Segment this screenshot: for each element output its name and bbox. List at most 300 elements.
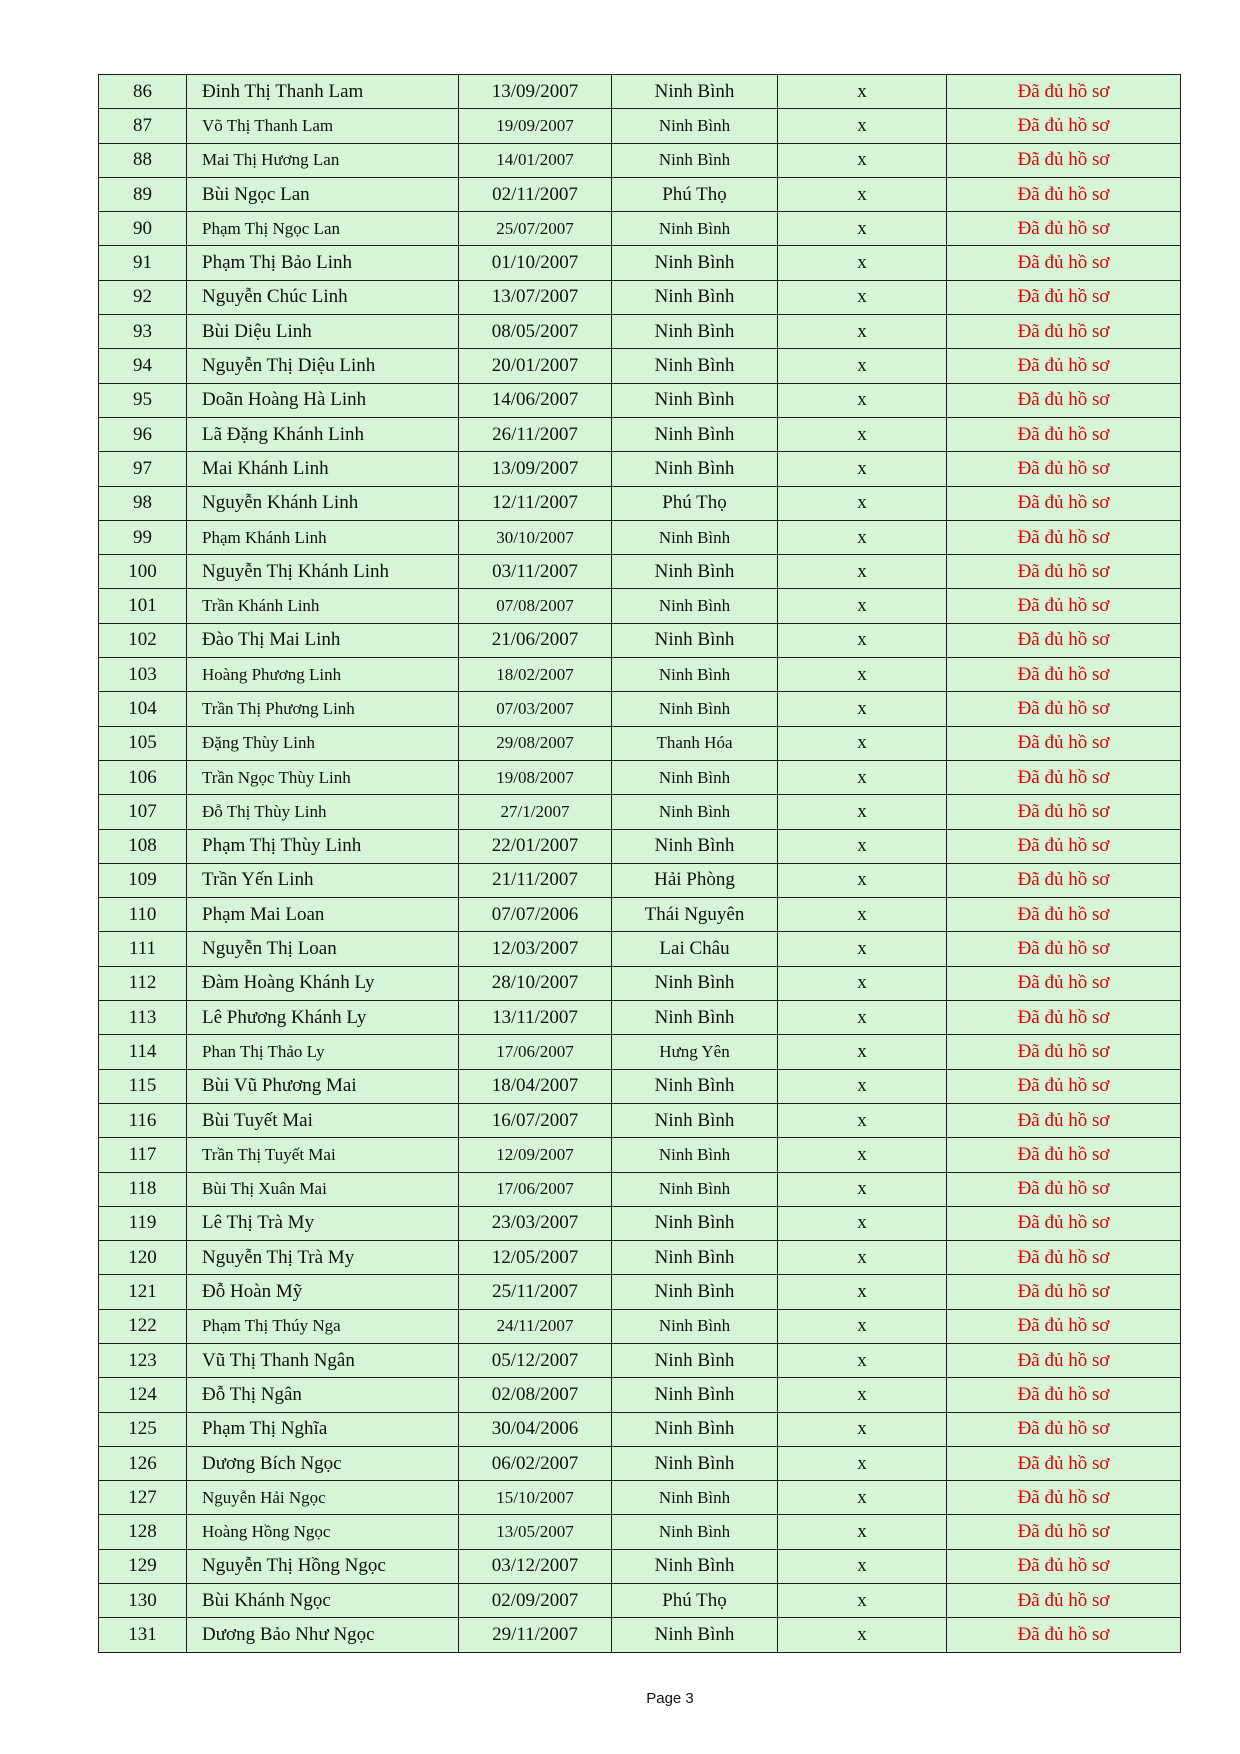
full-name-cell: Phạm Mai Loan [187,898,459,932]
check-mark-cell: x [778,280,947,314]
table-row [99,1618,1181,1652]
check-mark-cell: x [778,520,947,554]
date-of-birth-cell: 13/05/2007 [459,1515,612,1549]
full-name-cell: Nguyễn Khánh Linh [187,486,459,520]
row-number-cell: 89 [99,177,187,211]
birthplace-cell: Ninh Bình [612,1069,778,1103]
table-row [99,932,1181,966]
birthplace-cell: Ninh Bình [612,1103,778,1137]
birthplace-cell: Ninh Bình [612,589,778,623]
birthplace-cell: Ninh Bình [612,1515,778,1549]
status-cell: Đã đủ hồ sơ [947,349,1181,383]
check-mark-cell: x [778,1172,947,1206]
table-row [99,726,1181,760]
full-name-cell: Bùi Thị Xuân Mai [187,1172,459,1206]
status-cell: Đã đủ hồ sơ [947,75,1181,109]
row-number-cell: 130 [99,1584,187,1618]
birthplace-cell: Ninh Bình [612,966,778,1000]
birthplace-cell: Ninh Bình [612,520,778,554]
table-row [99,1446,1181,1480]
full-name-cell: Phạm Thị Thúy Nga [187,1309,459,1343]
full-name-cell: Mai Khánh Linh [187,452,459,486]
date-of-birth-cell: 01/10/2007 [459,246,612,280]
date-of-birth-cell: 19/09/2007 [459,109,612,143]
birthplace-cell: Ninh Bình [612,143,778,177]
check-mark-cell: x [778,1481,947,1515]
full-name-cell: Trần Thị Tuyết Mai [187,1138,459,1172]
status-cell: Đã đủ hồ sơ [947,1103,1181,1137]
row-number-cell: 113 [99,1001,187,1035]
date-of-birth-cell: 30/10/2007 [459,520,612,554]
row-number-cell: 105 [99,726,187,760]
full-name-cell: Phạm Thị Nghĩa [187,1412,459,1446]
row-number-cell: 86 [99,75,187,109]
date-of-birth-cell: 07/07/2006 [459,898,612,932]
birthplace-cell: Ninh Bình [612,349,778,383]
table-row [99,863,1181,897]
table-row [99,1035,1181,1069]
status-cell: Đã đủ hồ sơ [947,486,1181,520]
full-name-cell: Trần Ngọc Thùy Linh [187,760,459,794]
check-mark-cell: x [778,898,947,932]
table-row [99,829,1181,863]
check-mark-cell: x [778,795,947,829]
status-cell: Đã đủ hồ sơ [947,109,1181,143]
check-mark-cell: x [778,1275,947,1309]
date-of-birth-cell: 07/03/2007 [459,692,612,726]
status-cell: Đã đủ hồ sơ [947,1241,1181,1275]
check-mark-cell: x [778,1515,947,1549]
status-cell: Đã đủ hồ sơ [947,726,1181,760]
row-number-cell: 126 [99,1446,187,1480]
date-of-birth-cell: 02/11/2007 [459,177,612,211]
full-name-cell: Đàm Hoàng Khánh Ly [187,966,459,1000]
status-cell: Đã đủ hồ sơ [947,760,1181,794]
row-number-cell: 121 [99,1275,187,1309]
status-cell: Đã đủ hồ sơ [947,1035,1181,1069]
row-number-cell: 101 [99,589,187,623]
row-number-cell: 111 [99,932,187,966]
date-of-birth-cell: 27/1/2007 [459,795,612,829]
row-number-cell: 97 [99,452,187,486]
full-name-cell: Đặng Thùy Linh [187,726,459,760]
status-cell: Đã đủ hồ sơ [947,898,1181,932]
birthplace-cell: Ninh Bình [612,1275,778,1309]
status-cell: Đã đủ hồ sơ [947,829,1181,863]
check-mark-cell: x [778,932,947,966]
table-row [99,1412,1181,1446]
check-mark-cell: x [778,1001,947,1035]
table-row [99,280,1181,314]
date-of-birth-cell: 14/01/2007 [459,143,612,177]
full-name-cell: Doãn Hoàng Hà Linh [187,383,459,417]
table-row [99,246,1181,280]
birthplace-cell: Hưng Yên [612,1035,778,1069]
table-row [99,417,1181,451]
table-row [99,1549,1181,1583]
table-row [99,555,1181,589]
status-cell: Đã đủ hồ sơ [947,1378,1181,1412]
full-name-cell: Bùi Khánh Ngọc [187,1584,459,1618]
status-cell: Đã đủ hồ sơ [947,315,1181,349]
full-name-cell: Lã Đặng Khánh Linh [187,417,459,451]
full-name-cell: Nguyễn Thị Diệu Linh [187,349,459,383]
birthplace-cell: Ninh Bình [612,315,778,349]
row-number-cell: 119 [99,1206,187,1240]
birthplace-cell: Thanh Hóa [612,726,778,760]
status-cell: Đã đủ hồ sơ [947,1001,1181,1035]
check-mark-cell: x [778,692,947,726]
status-cell: Đã đủ hồ sơ [947,1584,1181,1618]
date-of-birth-cell: 18/02/2007 [459,658,612,692]
birthplace-cell: Phú Thọ [612,177,778,211]
check-mark-cell: x [778,623,947,657]
date-of-birth-cell: 20/01/2007 [459,349,612,383]
birthplace-cell: Hải Phòng [612,863,778,897]
status-cell: Đã đủ hồ sơ [947,1309,1181,1343]
date-of-birth-cell: 17/06/2007 [459,1035,612,1069]
status-cell: Đã đủ hồ sơ [947,1069,1181,1103]
check-mark-cell: x [778,726,947,760]
table-row [99,1309,1181,1343]
full-name-cell: Đỗ Hoàn Mỹ [187,1275,459,1309]
full-name-cell: Hoàng Hồng Ngọc [187,1515,459,1549]
table-row [99,760,1181,794]
table-row [99,75,1181,109]
status-cell: Đã đủ hồ sơ [947,383,1181,417]
row-number-cell: 93 [99,315,187,349]
table-row [99,658,1181,692]
full-name-cell: Nguyễn Thị Hồng Ngọc [187,1549,459,1583]
date-of-birth-cell: 15/10/2007 [459,1481,612,1515]
status-cell: Đã đủ hồ sơ [947,932,1181,966]
row-number-cell: 118 [99,1172,187,1206]
status-cell: Đã đủ hồ sơ [947,1618,1181,1652]
row-number-cell: 125 [99,1412,187,1446]
date-of-birth-cell: 18/04/2007 [459,1069,612,1103]
check-mark-cell: x [778,1343,947,1377]
birthplace-cell: Ninh Bình [612,692,778,726]
row-number-cell: 104 [99,692,187,726]
full-name-cell: Nguyễn Thị Trà My [187,1241,459,1275]
check-mark-cell: x [778,1584,947,1618]
full-name-cell: Võ Thị Thanh Lam [187,109,459,143]
full-name-cell: Phạm Khánh Linh [187,520,459,554]
check-mark-cell: x [778,1618,947,1652]
table-row [99,1515,1181,1549]
check-mark-cell: x [778,1309,947,1343]
table-row [99,1138,1181,1172]
check-mark-cell: x [778,486,947,520]
row-number-cell: 110 [99,898,187,932]
table-row [99,1172,1181,1206]
date-of-birth-cell: 03/12/2007 [459,1549,612,1583]
row-number-cell: 106 [99,760,187,794]
table-row [99,1206,1181,1240]
birthplace-cell: Ninh Bình [612,417,778,451]
check-mark-cell: x [778,1035,947,1069]
status-cell: Đã đủ hồ sơ [947,1172,1181,1206]
birthplace-cell: Phú Thọ [612,486,778,520]
full-name-cell: Trần Thị Phương Linh [187,692,459,726]
birthplace-cell: Ninh Bình [612,1138,778,1172]
date-of-birth-cell: 19/08/2007 [459,760,612,794]
row-number-cell: 100 [99,555,187,589]
birthplace-cell: Ninh Bình [612,1481,778,1515]
row-number-cell: 90 [99,212,187,246]
check-mark-cell: x [778,143,947,177]
page-number: Page 3 [646,1690,694,1707]
row-number-cell: 120 [99,1241,187,1275]
status-cell: Đã đủ hồ sơ [947,1515,1181,1549]
full-name-cell: Hoàng Phương Linh [187,658,459,692]
status-cell: Đã đủ hồ sơ [947,589,1181,623]
table-row [99,966,1181,1000]
full-name-cell: Nguyễn Thị Loan [187,932,459,966]
check-mark-cell: x [778,246,947,280]
date-of-birth-cell: 29/11/2007 [459,1618,612,1652]
status-cell: Đã đủ hồ sơ [947,1412,1181,1446]
row-number-cell: 92 [99,280,187,314]
row-number-cell: 91 [99,246,187,280]
table-row [99,1103,1181,1137]
date-of-birth-cell: 05/12/2007 [459,1343,612,1377]
row-number-cell: 114 [99,1035,187,1069]
birthplace-cell: Ninh Bình [612,1001,778,1035]
row-number-cell: 122 [99,1309,187,1343]
table-row [99,143,1181,177]
table-row [99,1343,1181,1377]
date-of-birth-cell: 12/03/2007 [459,932,612,966]
row-number-cell: 88 [99,143,187,177]
full-name-cell: Mai Thị Hương Lan [187,143,459,177]
birthplace-cell: Ninh Bình [612,829,778,863]
row-number-cell: 96 [99,417,187,451]
full-name-cell: Dương Bích Ngọc [187,1446,459,1480]
check-mark-cell: x [778,1103,947,1137]
table-row [99,795,1181,829]
date-of-birth-cell: 16/07/2007 [459,1103,612,1137]
birthplace-cell: Ninh Bình [612,280,778,314]
check-mark-cell: x [778,315,947,349]
row-number-cell: 108 [99,829,187,863]
status-cell: Đã đủ hồ sơ [947,452,1181,486]
check-mark-cell: x [778,75,947,109]
check-mark-cell: x [778,829,947,863]
date-of-birth-cell: 12/05/2007 [459,1241,612,1275]
table-row [99,1069,1181,1103]
status-cell: Đã đủ hồ sơ [947,280,1181,314]
check-mark-cell: x [778,1206,947,1240]
birthplace-cell: Ninh Bình [612,1446,778,1480]
row-number-cell: 128 [99,1515,187,1549]
birthplace-cell: Ninh Bình [612,75,778,109]
full-name-cell: Bùi Tuyết Mai [187,1103,459,1137]
row-number-cell: 124 [99,1378,187,1412]
full-name-cell: Đỗ Thị Thùy Linh [187,795,459,829]
birthplace-cell: Ninh Bình [612,1172,778,1206]
full-name-cell: Bùi Diệu Linh [187,315,459,349]
row-number-cell: 129 [99,1549,187,1583]
date-of-birth-cell: 23/03/2007 [459,1206,612,1240]
check-mark-cell: x [778,555,947,589]
table-body [99,75,1181,1653]
birthplace-cell: Ninh Bình [612,760,778,794]
table-row [99,1584,1181,1618]
check-mark-cell: x [778,863,947,897]
status-cell: Đã đủ hồ sơ [947,1446,1181,1480]
status-cell: Đã đủ hồ sơ [947,246,1181,280]
table-row [99,898,1181,932]
table-row [99,623,1181,657]
birthplace-cell: Ninh Bình [612,1412,778,1446]
row-number-cell: 102 [99,623,187,657]
full-name-cell: Bùi Ngọc Lan [187,177,459,211]
birthplace-cell: Ninh Bình [612,246,778,280]
date-of-birth-cell: 02/08/2007 [459,1378,612,1412]
check-mark-cell: x [778,349,947,383]
row-number-cell: 123 [99,1343,187,1377]
status-cell: Đã đủ hồ sơ [947,795,1181,829]
check-mark-cell: x [778,1378,947,1412]
date-of-birth-cell: 02/09/2007 [459,1584,612,1618]
check-mark-cell: x [778,589,947,623]
table-row [99,1001,1181,1035]
row-number-cell: 109 [99,863,187,897]
row-number-cell: 115 [99,1069,187,1103]
status-cell: Đã đủ hồ sơ [947,692,1181,726]
check-mark-cell: x [778,1241,947,1275]
check-mark-cell: x [778,966,947,1000]
table-row [99,1481,1181,1515]
row-number-cell: 131 [99,1618,187,1652]
full-name-cell: Dương Bảo Như Ngọc [187,1618,459,1652]
date-of-birth-cell: 29/08/2007 [459,726,612,760]
status-cell: Đã đủ hồ sơ [947,520,1181,554]
student-records-table [98,74,1181,1653]
row-number-cell: 87 [99,109,187,143]
check-mark-cell: x [778,1138,947,1172]
date-of-birth-cell: 08/05/2007 [459,315,612,349]
row-number-cell: 127 [99,1481,187,1515]
status-cell: Đã đủ hồ sơ [947,143,1181,177]
date-of-birth-cell: 13/11/2007 [459,1001,612,1035]
birthplace-cell: Ninh Bình [612,1343,778,1377]
birthplace-cell: Ninh Bình [612,1309,778,1343]
full-name-cell: Đinh Thị Thanh Lam [187,75,459,109]
full-name-cell: Nguyễn Hải Ngọc [187,1481,459,1515]
birthplace-cell: Ninh Bình [612,1206,778,1240]
row-number-cell: 107 [99,795,187,829]
date-of-birth-cell: 26/11/2007 [459,417,612,451]
row-number-cell: 94 [99,349,187,383]
birthplace-cell: Phú Thọ [612,1584,778,1618]
full-name-cell: Trần Khánh Linh [187,589,459,623]
table-row [99,1378,1181,1412]
date-of-birth-cell: 13/09/2007 [459,452,612,486]
table-row [99,383,1181,417]
status-cell: Đã đủ hồ sơ [947,1549,1181,1583]
full-name-cell: Trần Yến Linh [187,863,459,897]
table-row [99,486,1181,520]
table-row [99,349,1181,383]
status-cell: Đã đủ hồ sơ [947,1343,1181,1377]
birthplace-cell: Ninh Bình [612,1549,778,1583]
status-cell: Đã đủ hồ sơ [947,212,1181,246]
check-mark-cell: x [778,1412,947,1446]
status-cell: Đã đủ hồ sơ [947,1481,1181,1515]
row-number-cell: 117 [99,1138,187,1172]
table-row [99,589,1181,623]
table-row [99,520,1181,554]
table-row [99,1241,1181,1275]
table-row [99,1275,1181,1309]
date-of-birth-cell: 24/11/2007 [459,1309,612,1343]
birthplace-cell: Ninh Bình [612,383,778,417]
full-name-cell: Nguyễn Thị Khánh Linh [187,555,459,589]
status-cell: Đã đủ hồ sơ [947,623,1181,657]
check-mark-cell: x [778,109,947,143]
status-cell: Đã đủ hồ sơ [947,1275,1181,1309]
full-name-cell: Phạm Thị Ngọc Lan [187,212,459,246]
check-mark-cell: x [778,658,947,692]
date-of-birth-cell: 13/07/2007 [459,280,612,314]
birthplace-cell: Ninh Bình [612,555,778,589]
full-name-cell: Phạm Thị Bảo Linh [187,246,459,280]
birthplace-cell: Ninh Bình [612,1378,778,1412]
birthplace-cell: Ninh Bình [612,1618,778,1652]
date-of-birth-cell: 30/04/2006 [459,1412,612,1446]
full-name-cell: Vũ Thị Thanh Ngân [187,1343,459,1377]
status-cell: Đã đủ hồ sơ [947,417,1181,451]
date-of-birth-cell: 21/11/2007 [459,863,612,897]
date-of-birth-cell: 12/11/2007 [459,486,612,520]
birthplace-cell: Ninh Bình [612,658,778,692]
birthplace-cell: Thái Nguyên [612,898,778,932]
birthplace-cell: Ninh Bình [612,212,778,246]
row-number-cell: 116 [99,1103,187,1137]
birthplace-cell: Ninh Bình [612,109,778,143]
date-of-birth-cell: 12/09/2007 [459,1138,612,1172]
birthplace-cell: Ninh Bình [612,1241,778,1275]
date-of-birth-cell: 03/11/2007 [459,555,612,589]
table-row [99,212,1181,246]
row-number-cell: 112 [99,966,187,1000]
check-mark-cell: x [778,1549,947,1583]
full-name-cell: Bùi Vũ Phương Mai [187,1069,459,1103]
status-cell: Đã đủ hồ sơ [947,966,1181,1000]
table-row [99,177,1181,211]
check-mark-cell: x [778,452,947,486]
status-cell: Đã đủ hồ sơ [947,658,1181,692]
date-of-birth-cell: 22/01/2007 [459,829,612,863]
birthplace-cell: Ninh Bình [612,795,778,829]
full-name-cell: Phan Thị Thảo Ly [187,1035,459,1069]
date-of-birth-cell: 17/06/2007 [459,1172,612,1206]
date-of-birth-cell: 25/07/2007 [459,212,612,246]
date-of-birth-cell: 21/06/2007 [459,623,612,657]
full-name-cell: Đỗ Thị Ngân [187,1378,459,1412]
row-number-cell: 98 [99,486,187,520]
full-name-cell: Nguyễn Chúc Linh [187,280,459,314]
check-mark-cell: x [778,1446,947,1480]
full-name-cell: Đào Thị Mai Linh [187,623,459,657]
check-mark-cell: x [778,760,947,794]
full-name-cell: Lê Phương Khánh Ly [187,1001,459,1035]
birthplace-cell: Ninh Bình [612,452,778,486]
table-row [99,452,1181,486]
row-number-cell: 95 [99,383,187,417]
